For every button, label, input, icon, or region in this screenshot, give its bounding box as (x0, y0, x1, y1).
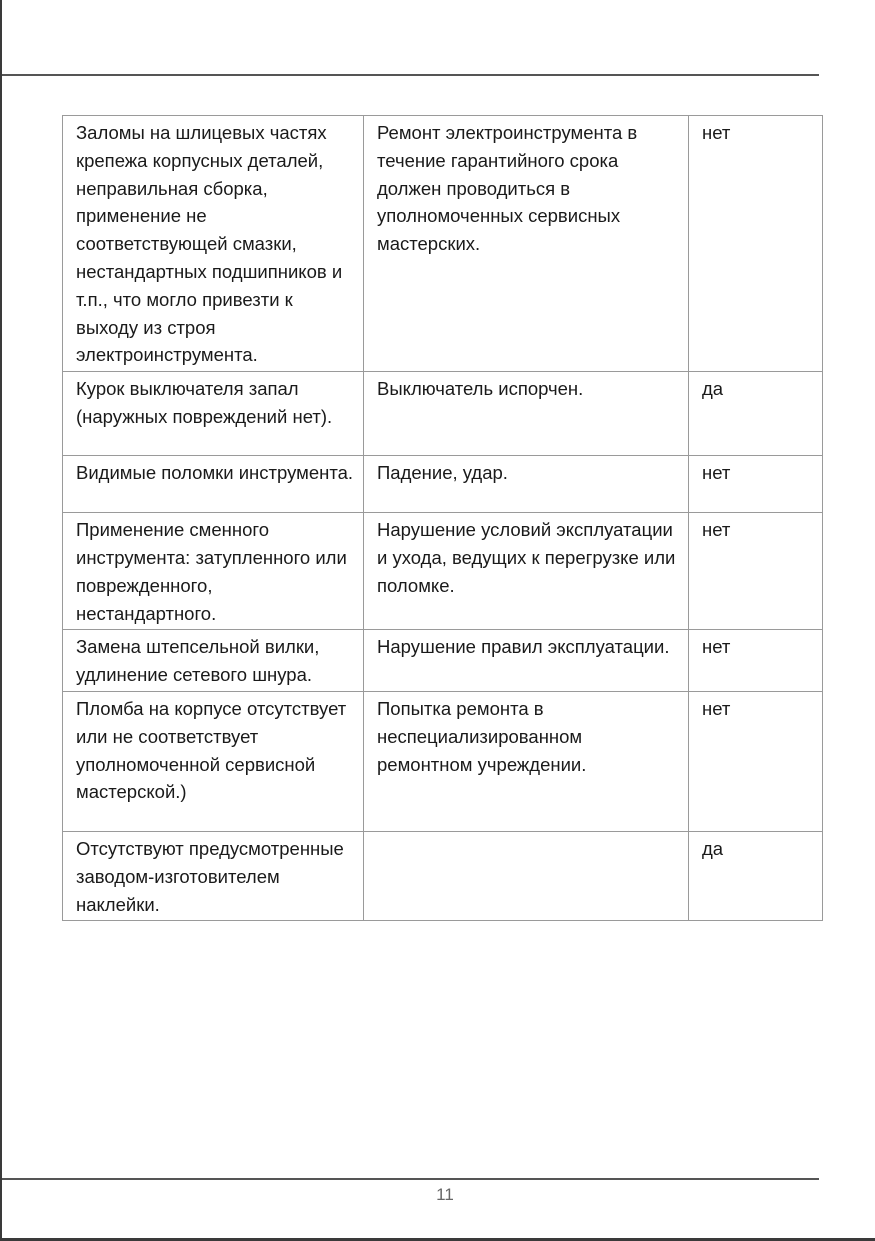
table-row (63, 456, 823, 513)
warranty-cell: нет (689, 691, 823, 831)
reason-cell: Попытка ремонта в неспециализированном ремонтном учреждении. (364, 691, 689, 831)
footer-rule (2, 1178, 819, 1180)
table-row (63, 630, 823, 692)
reason-cell: Нарушение правил эксплуатации. (364, 630, 689, 692)
header-rule (2, 74, 819, 76)
reason-cell: Нарушение условий эксплуатации и ухода, ведущих к перегрузке или поломке. (364, 513, 689, 630)
warranty-conditions-table (62, 115, 823, 921)
table-row (63, 691, 823, 831)
condition-cell: Видимые поломки инструмента. (63, 456, 364, 513)
table-row (63, 513, 823, 630)
table-row (63, 831, 823, 920)
condition-cell: Заломы на шлицевых частях крепежа корпусных деталей, неправильная сборка, применение не соответствующей смазки, нестандартных подшипников и т.п., что могло привезти к выходу из строя электроинструмента. (63, 116, 364, 372)
warranty-cell: нет (689, 116, 823, 372)
warranty-cell: нет (689, 630, 823, 692)
condition-cell: Курок выключателя запал (наружных повреждений нет). (63, 372, 364, 456)
warranty-cell: да (689, 372, 823, 456)
table-row (63, 116, 823, 372)
condition-cell: Отсутствуют предусмотренные заводом-изготовителем наклейки. (63, 831, 364, 920)
reason-cell: Ремонт электроинструмента в течение гарантийного срока должен проводиться в уполномоченных сервисных мастерских. (364, 116, 689, 372)
condition-cell: Замена штепсельной вилки, удлинение сетевого шнура. (63, 630, 364, 692)
page-number: 11 (436, 1185, 454, 1204)
table-row (63, 372, 823, 456)
reason-cell (364, 831, 689, 920)
condition-cell: Пломба на корпусе отсутствует или не соответствует уполномоченной сервисной мастерской.) (63, 691, 364, 831)
condition-cell: Применение сменного инструмента: затупленного или поврежденного, нестандартного. (63, 513, 364, 630)
reason-cell: Падение, удар. (364, 456, 689, 513)
warranty-cell: да (689, 831, 823, 920)
warranty-cell: нет (689, 513, 823, 630)
page-border-left (0, 0, 2, 1241)
warranty-cell: нет (689, 456, 823, 513)
reason-cell: Выключатель испорчен. (364, 372, 689, 456)
